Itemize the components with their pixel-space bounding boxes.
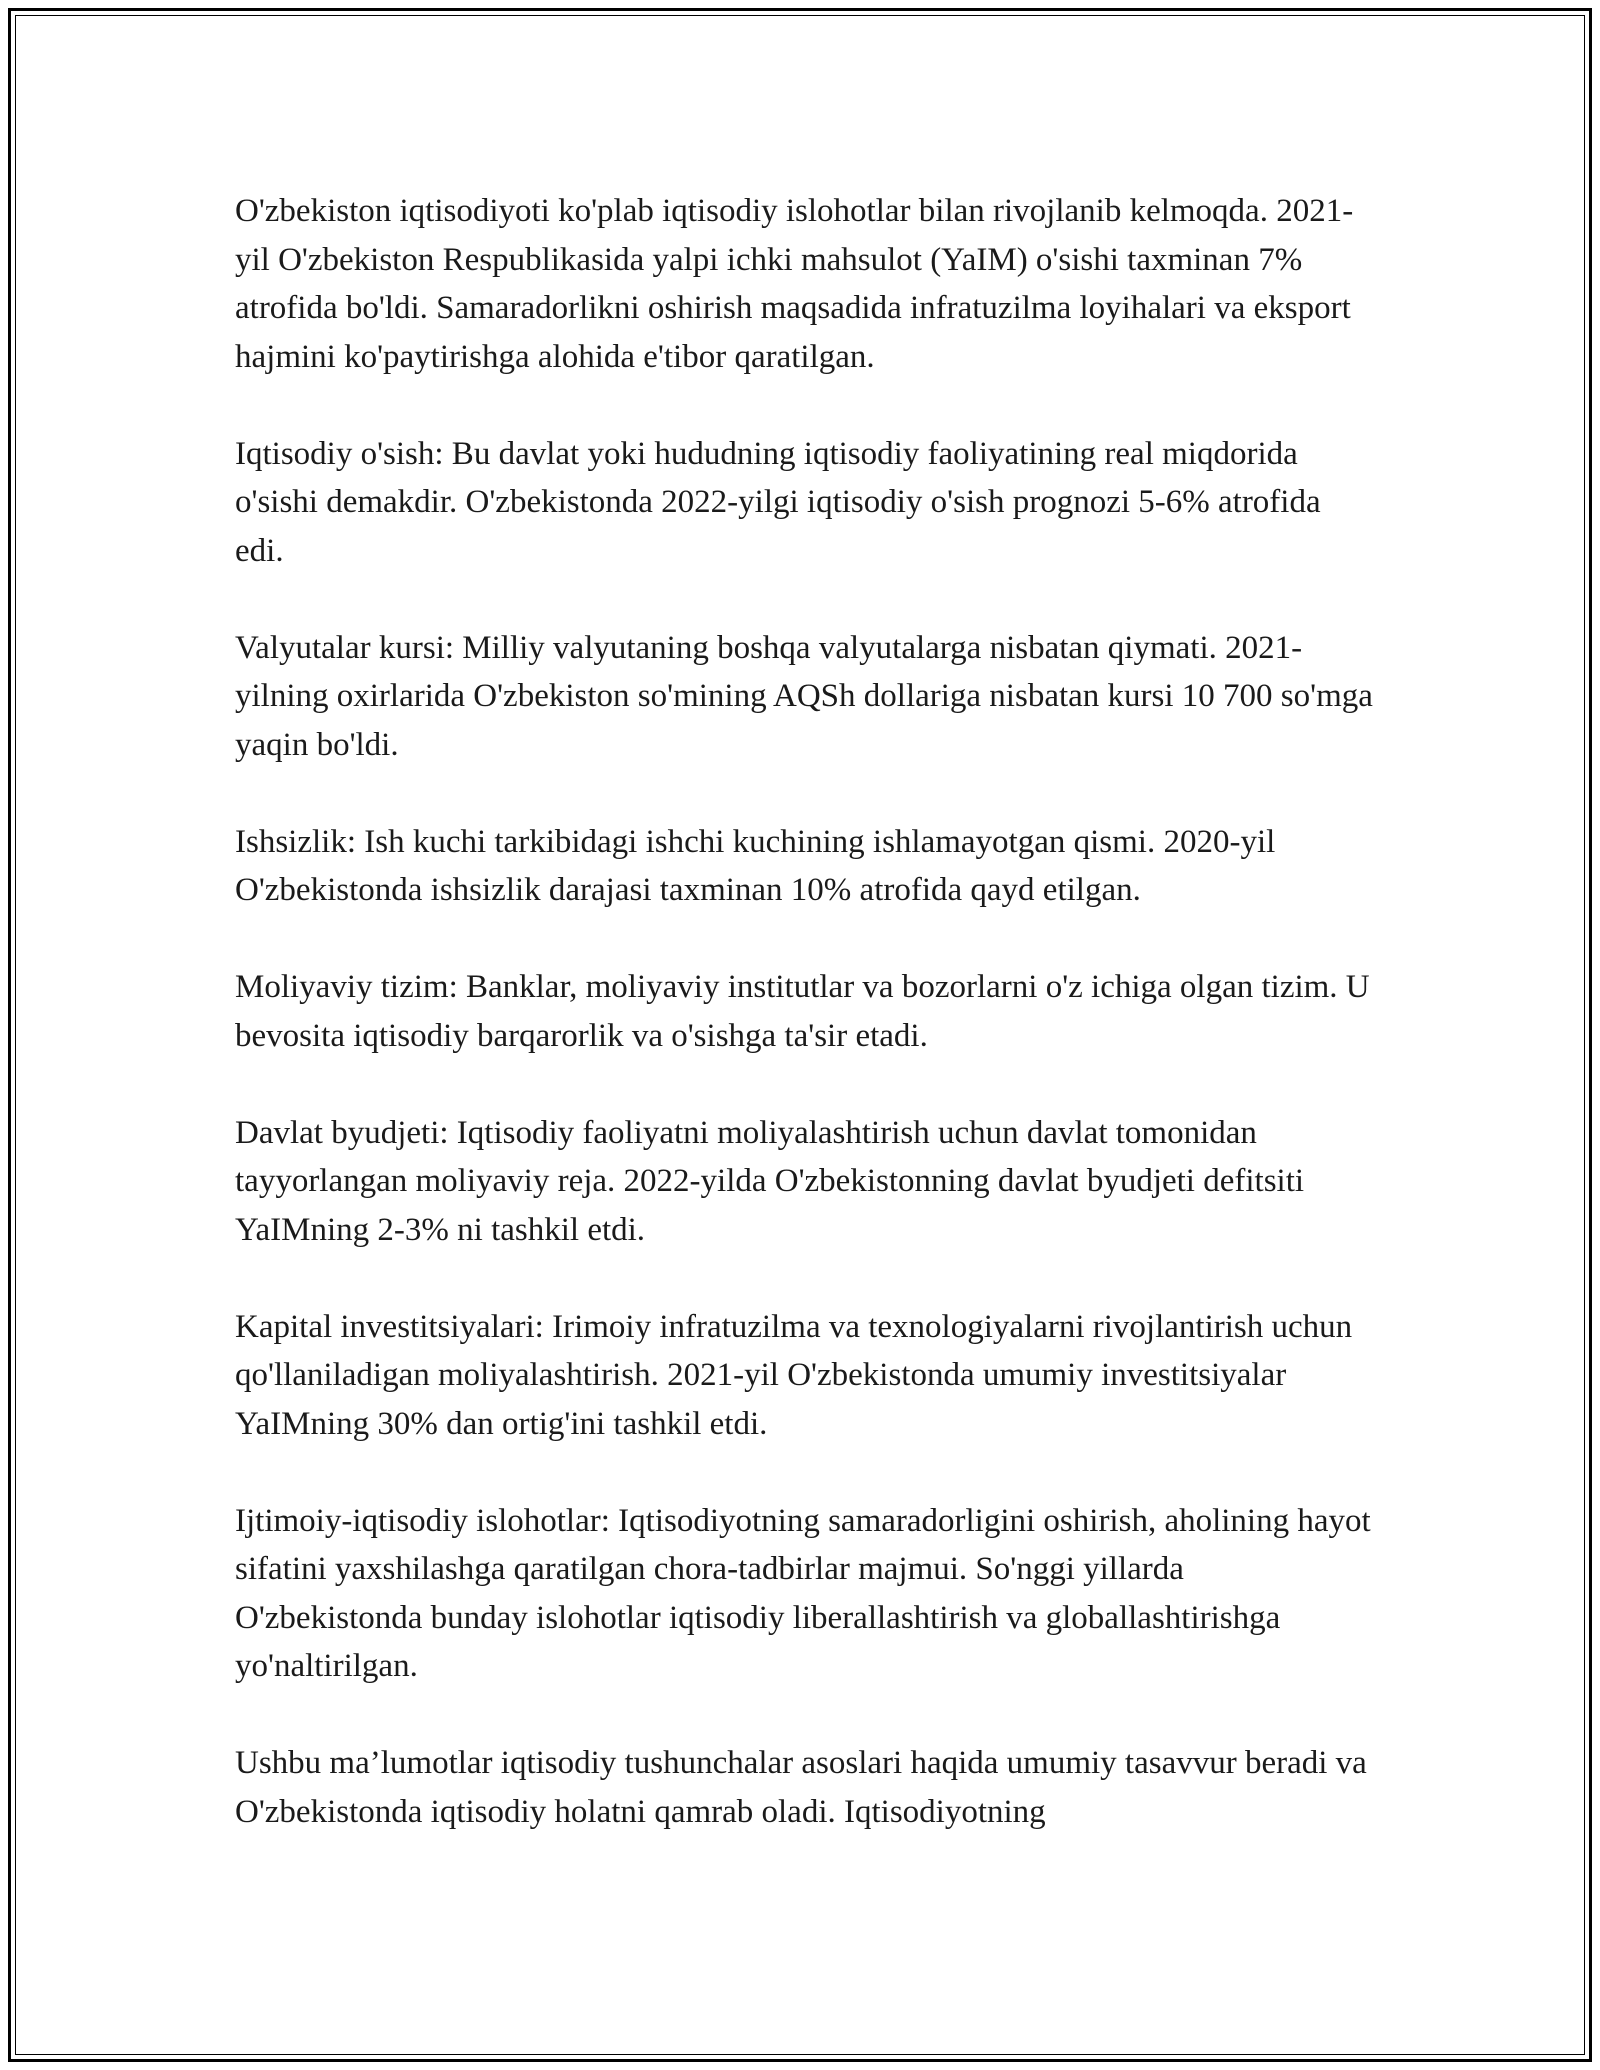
- paragraph-exchange-rate: Valyutalar kursi: Milliy valyutaning boshqa valyutalarga nisbatan qiymati. 2021-yilning oxirlarida O'zbekiston so'mining AQSh dollariga nisbatan kursi 10 700 so'mga yaqin bo'ldi.: [235, 629, 1373, 763]
- paragraph-capital-investments: Kapital investitsiyalari: Irimoiy infratuzilma va texnologiyalarni rivojlantirish uchun qo'llaniladigan moliyalashtirish. 2021-yil O'zbekistonda umumiy investitsiyalar YaIMning 30% dan ortig'ini tashkil etdi.: [235, 1308, 1353, 1442]
- document-body: [235, 187, 1375, 1836]
- paragraph-unemployment: Ishsizlik: Ish kuchi tarkibidagi ishchi kuchining ishlamayotgan qismi. 2020-yil O'zbekistonda ishsizlik darajasi taxminan 10% atrofida qayd etilgan.: [235, 823, 1276, 908]
- paragraph-socioeconomic-reforms: Ijtimoiy-iqtisodiy islohotlar: Iqtisodiyotning samaradorligini oshirish, aholining hayot sifatini yaxshilashga qaratilgan chora-tadbirlar majmui. So'nggi yillarda O'zbekistonda bunday islohotlar iqtisodiy liberallashtirish va globallashtirishga yo'naltirilgan.: [235, 1502, 1371, 1684]
- paragraph-state-budget: Davlat byudjeti: Iqtisodiy faoliyatni moliyalashtirish uchun davlat tomonidan tayyorlangan moliyaviy reja. 2022-yilda O'zbekistonning davlat byudjeti defitsiti YaIMning 2-3% ni tashkil etdi.: [235, 1114, 1305, 1248]
- paragraph-economic-growth: Iqtisodiy o'sish: Bu davlat yoki hududning iqtisodiy faoliyatining real miqdorida o'sishi demakdir. O'zbekistonda 2022-yilgi iqtisodiy o'sish prognozi 5-6% atrofida edi.: [235, 435, 1321, 569]
- paragraph-financial-system: Moliyaviy tizim: Banklar, moliyaviy institutlar va bozorlarni o'z ichiga olgan tizim. U bevosita iqtisodiy barqarorlik va o'sishga ta'sir etadi.: [235, 969, 1370, 1054]
- paragraph-intro: O'zbekiston iqtisodiyoti ko'plab iqtisodiy islohotlar bilan rivojlanib kelmoqda. 2021-yil O'zbekiston Respublikasida yalpi ichki mahsulot (YaIM) o'sishi taxminan 7% atrofida bo'ldi. Samaradorlikni oshirish maqsadida infratuzilma loyihalari va eksport hajmini ko'paytirishga alohida e'tibor qaratilgan.: [235, 193, 1354, 375]
- paragraph-conclusion: Ushbu ma’lumotlar iqtisodiy tushunchalar asoslari haqida umumiy tasavvur beradi va O'zbekistonda iqtisodiy holatni qamrab oladi. Iqtisodiyotning: [235, 1745, 1367, 1830]
